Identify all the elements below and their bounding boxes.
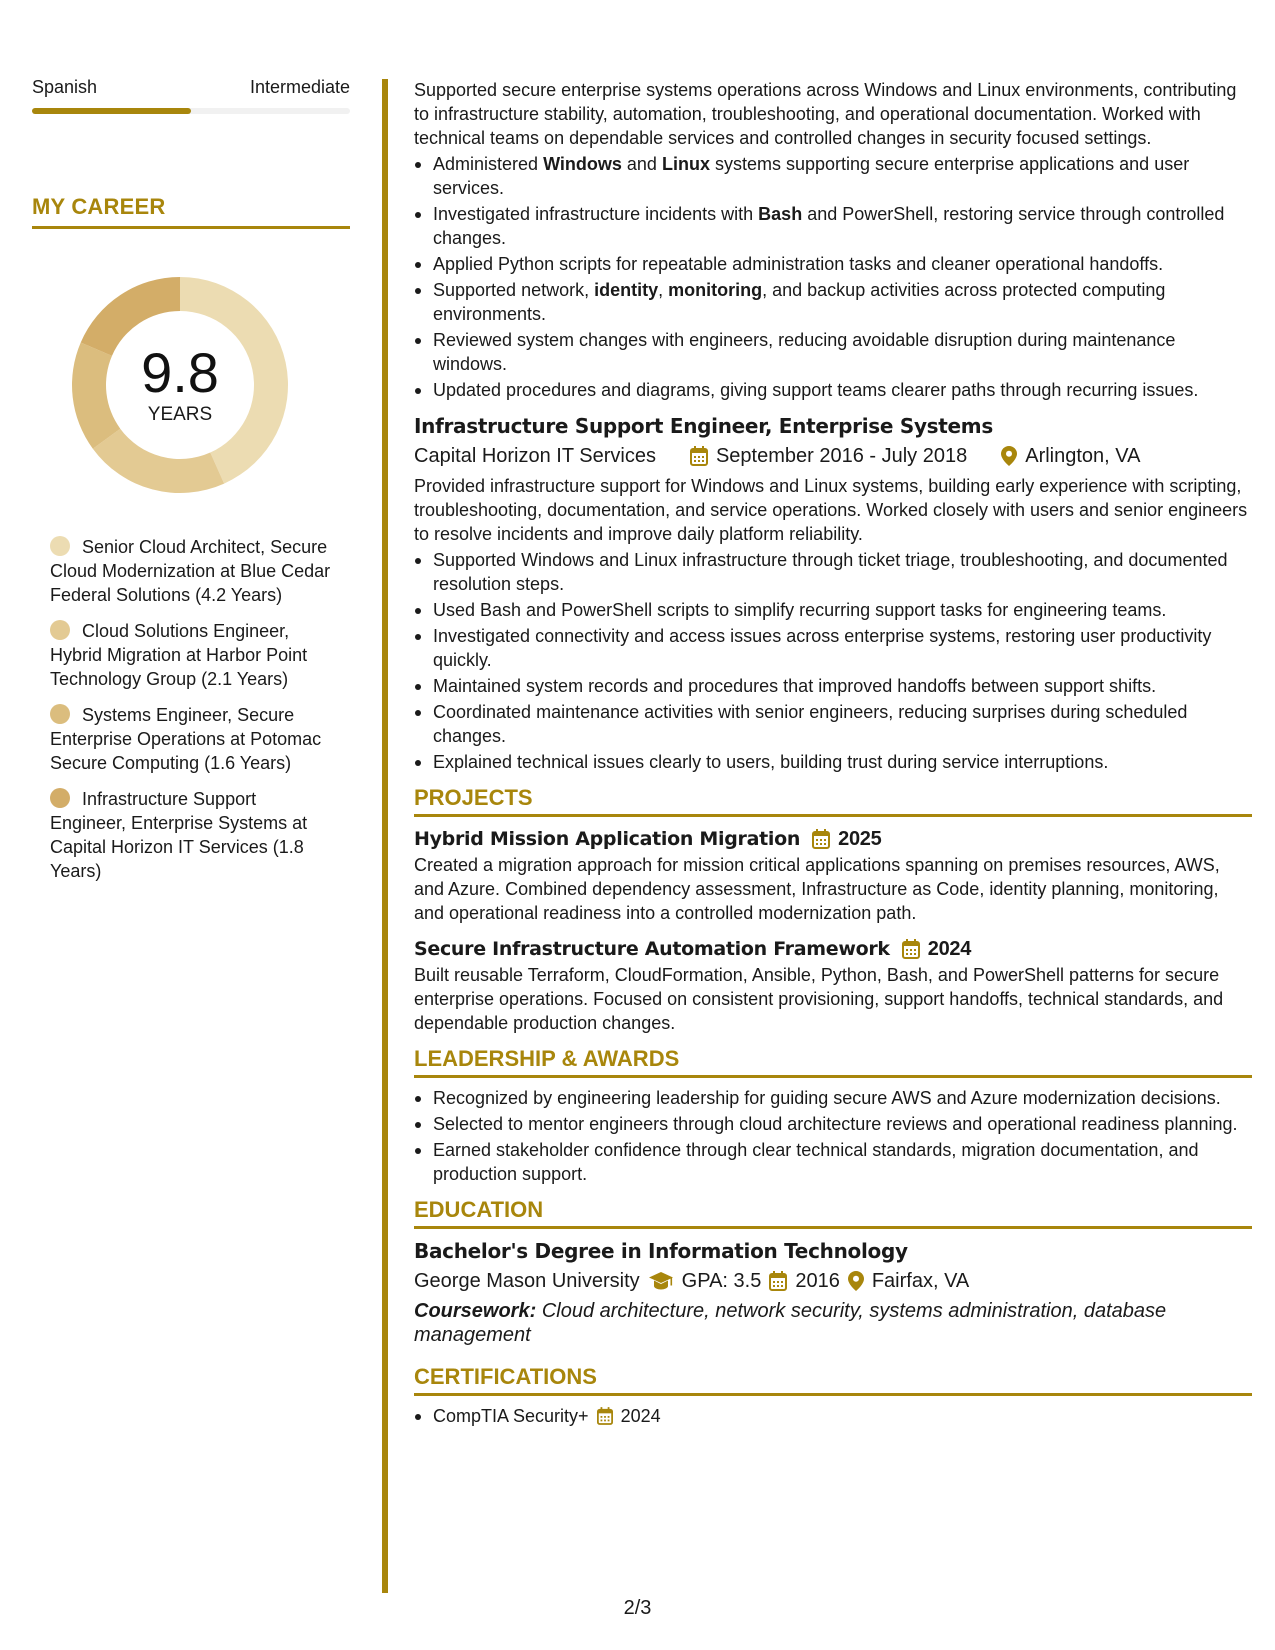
project-description: Created a migration approach for mission critical applications spanning on premises resources, AWS, and Azure. Combined dependency assessment, Infrastructure as Code, identity planning, monitoring, and operational readiness into a controlled modernization path. — [414, 855, 1220, 923]
bullet-item: Applied Python scripts for repeatable administration tasks and cleaner operational handoffs. — [414, 252, 1252, 276]
job-summary: Provided infrastructure support for Windows and Linux systems, building early experience with scripting, troubleshooting, documentation, and service operations. Worked closely with users and senior engineers to resolve incidents and improve daily platform reliability. — [414, 476, 1248, 544]
job-dates: September 2016 - July 2018 — [715, 445, 968, 467]
graduation-cap-icon — [648, 1271, 674, 1291]
language-level: Intermediate — [249, 77, 350, 97]
project-year: 2024 — [927, 938, 972, 960]
experience-summary: Supported secure enterprise systems operations across Windows and Linux environments, contributing to infrastructure stability, automation, troubleshooting, and operational documentation. Worked with technical teams on dependable services and controlled changes in security focused settings. — [414, 80, 1237, 148]
location-pin-icon — [1001, 446, 1017, 466]
bullet-item: Updated procedures and diagrams, giving support teams clearer paths through recurring issues. — [414, 378, 1252, 402]
page-indicator: 2/3 — [623, 1597, 652, 1619]
legend-label: Senior Cloud Architect, Secure Cloud Modernization at Blue Cedar Federal Solutions (4.2 Years) — [50, 537, 331, 605]
bullet-item: Administered Windows and Linux systems supporting secure enterprise applications and user services. — [414, 152, 1252, 200]
project-title: Hybrid Mission Application Migration — [414, 828, 801, 850]
calendar-icon — [769, 1271, 787, 1291]
language-row — [32, 76, 350, 98]
career-legend — [32, 535, 350, 883]
bullet-item: Selected to mentor engineers through cloud architecture reviews and operational readiness planning. — [414, 1112, 1252, 1136]
career-heading: MY CAREER — [32, 194, 350, 229]
certification-item — [414, 1404, 1252, 1428]
bullet-item: Used Bash and PowerShell scripts to simplify recurring support tasks for engineering teams. — [414, 598, 1252, 622]
calendar-icon — [812, 829, 830, 849]
bullet-item: Investigated infrastructure incidents with Bash and PowerShell, restoring service through controlled changes. — [414, 202, 1252, 250]
location-pin-icon — [848, 1271, 864, 1291]
coursework-text: Cloud architecture, network security, systems administration, database management — [414, 1300, 1167, 1346]
total-years-unit: YEARS — [147, 404, 213, 425]
certifications-heading: CERTIFICATIONS — [414, 1365, 1252, 1396]
legend-label: Systems Engineer, Secure Enterprise Operations at Potomac Secure Computing (1.6 Years) — [50, 705, 322, 773]
legend-dot — [50, 620, 70, 640]
bullet-item: Supported Windows and Linux infrastructure through ticket triage, troubleshooting, and documented resolution steps. — [414, 548, 1252, 596]
legend-dot — [50, 536, 70, 556]
project-description: Built reusable Terraform, CloudFormation, Ansible, Python, Bash, and PowerShell patterns for secure enterprise operations. Focused on consistent provisioning, support handoffs, technical standards, and dependable production changes. — [414, 965, 1224, 1033]
bullet-item: Earned stakeholder confidence through clear technical standards, migration documentation, and production support. — [414, 1138, 1252, 1186]
education-heading: EDUCATION — [414, 1198, 1252, 1229]
legend-item — [50, 619, 332, 691]
certification-list — [414, 1404, 1252, 1428]
experience-bullets — [414, 152, 1252, 402]
project-item — [414, 825, 1252, 925]
column-divider — [382, 79, 388, 1593]
job-location: Arlington, VA — [1025, 445, 1141, 467]
language-name: Spanish — [32, 77, 98, 97]
donut-center — [66, 271, 294, 499]
bullet-item: Coordinated maintenance activities with senior engineers, reducing surprises during scheduled changes. — [414, 700, 1252, 748]
bullet-item: Maintained system records and procedures that improved handoffs between support shifts. — [414, 674, 1252, 698]
bullet-item: Recognized by engineering leadership for guiding secure AWS and Azure modernization decisions. — [414, 1086, 1252, 1110]
education-meta — [414, 1267, 1252, 1295]
bullet-item: Supported network, identity, monitoring, and backup activities across protected computing environments. — [414, 278, 1252, 326]
calendar-icon — [690, 446, 708, 466]
leadership-heading: LEADERSHIP & AWARDS — [414, 1047, 1252, 1078]
language-proficiency-fill — [32, 108, 191, 114]
legend-label: Cloud Solutions Engineer, Hybrid Migration at Harbor Point Technology Group (2.1 Years) — [50, 621, 308, 689]
company-name: Capital Horizon IT Services — [414, 445, 656, 467]
bullet-item: Investigated connectivity and access issues across enterprise systems, restoring user productivity quickly. — [414, 624, 1252, 672]
career-donut-chart — [66, 271, 294, 499]
calendar-icon — [902, 939, 920, 959]
legend-item — [50, 703, 332, 775]
job-bullets — [414, 548, 1252, 774]
coursework — [414, 1299, 1252, 1347]
language-proficiency-bar — [32, 108, 350, 114]
left-column — [32, 76, 350, 895]
job-title: Infrastructure Support Engineer, Enterprise Systems — [414, 414, 993, 438]
legend-item — [50, 535, 332, 607]
total-years-value: 9.8 — [141, 341, 219, 404]
legend-item — [50, 787, 332, 883]
right-column — [414, 78, 1252, 1430]
degree-title: Bachelor's Degree in Information Technology — [414, 1239, 908, 1263]
legend-label: Infrastructure Support Engineer, Enterprise Systems at Capital Horizon IT Services (1.8 Years) — [50, 789, 308, 881]
school-location: Fairfax, VA — [871, 1270, 970, 1292]
graduation-year: 2016 — [795, 1270, 840, 1292]
school-name: George Mason University — [414, 1270, 640, 1292]
project-year: 2025 — [838, 828, 882, 850]
calendar-icon — [597, 1407, 613, 1425]
leadership-bullets — [414, 1086, 1252, 1186]
bullet-item: Reviewed system changes with engineers, reducing avoidable disruption during maintenance windows. — [414, 328, 1252, 376]
certification-name: CompTIA Security+ — [433, 1406, 589, 1426]
project-title-row — [414, 825, 1252, 853]
project-title: Secure Infrastructure Automation Framework — [414, 938, 890, 960]
bullet-item: Explained technical issues clearly to users, building trust during service interruptions. — [414, 750, 1252, 774]
project-item — [414, 935, 1252, 1035]
projects-heading: PROJECTS — [414, 786, 1252, 817]
certification-year: 2024 — [620, 1406, 661, 1426]
job-meta — [414, 442, 1252, 470]
gpa: GPA: 3.5 — [681, 1270, 762, 1292]
legend-dot — [50, 788, 70, 808]
project-title-row — [414, 935, 1252, 963]
coursework-label: Coursework: — [414, 1300, 537, 1322]
legend-dot — [50, 704, 70, 724]
